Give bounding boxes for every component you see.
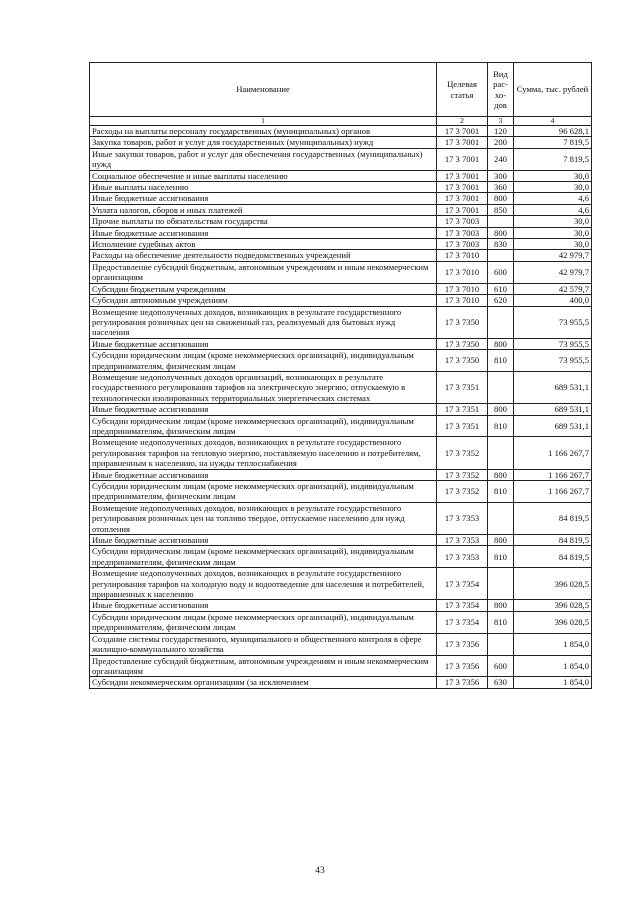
row-sum-cell: 84 819,5 <box>514 546 592 568</box>
row-name-cell: Возмещение недополученных доходов, возникающих в результате государственного регулирования тарифов на тепловую энергию, поставляемую населению и потребителям, приравненным к населению, на нужды теплоснабжения <box>90 437 437 469</box>
row-sum-cell: 689 531,1 <box>514 404 592 415</box>
row-name-cell: Субсидии юридическим лицам (кроме некоммерческих организаций), индивидуальным предпринимателям, физическим лицам <box>90 611 437 633</box>
row-expense-type-cell: 800 <box>488 338 514 349</box>
table-row <box>90 371 592 403</box>
row-name-cell: Исполнение судебных актов <box>90 239 437 250</box>
header-target-article: Целевая статья <box>437 63 488 117</box>
row-name-cell: Расходы на обеспечение деятельности подведомственных учреждений <box>90 250 437 261</box>
table-row <box>90 306 592 338</box>
row-target-article-cell: 17 3 7351 <box>437 415 488 437</box>
row-target-article-cell: 17 3 7001 <box>437 170 488 181</box>
row-expense-type-cell: 810 <box>488 611 514 633</box>
row-name-cell: Социальное обеспечение и иные выплаты населению <box>90 170 437 181</box>
row-sum-cell: 1 854,0 <box>514 677 592 688</box>
header-name: Наименование <box>90 63 437 117</box>
row-target-article-cell: 17 3 7353 <box>437 502 488 534</box>
row-name-cell: Иные бюджетные ассигнования <box>90 227 437 238</box>
table-header <box>90 63 592 126</box>
row-expense-type-cell <box>488 502 514 534</box>
row-sum-cell: 7 819,5 <box>514 148 592 170</box>
row-sum-cell: 42 979,7 <box>514 261 592 283</box>
row-target-article-cell: 17 3 7001 <box>437 137 488 148</box>
table-row <box>90 469 592 480</box>
row-expense-type-cell: 800 <box>488 600 514 611</box>
row-expense-type-cell: 240 <box>488 148 514 170</box>
table-row <box>90 437 592 469</box>
row-name-cell: Прочие выплаты по обязательствам государства <box>90 216 437 227</box>
row-name-cell: Иные выплаты населению <box>90 182 437 193</box>
row-target-article-cell: 17 3 7010 <box>437 250 488 261</box>
row-name-cell: Иные бюджетные ассигнования <box>90 193 437 204</box>
row-target-article-cell: 17 3 7010 <box>437 283 488 294</box>
row-sum-cell: 84 819,5 <box>514 502 592 534</box>
row-expense-type-cell <box>488 250 514 261</box>
row-sum-cell: 1 854,0 <box>514 655 592 677</box>
table-row <box>90 546 592 568</box>
row-expense-type-cell: 800 <box>488 469 514 480</box>
row-target-article-cell: 17 3 7352 <box>437 481 488 503</box>
row-target-article-cell: 17 3 7350 <box>437 306 488 338</box>
row-sum-cell: 30,0 <box>514 182 592 193</box>
row-name-cell: Возмещение недополученных доходов организаций, возникающих в результате государственного регулирования тарифов на электрическую энергию, отпускаемую в технологически изолированных территориальных энергетических системах <box>90 371 437 403</box>
column-number: 3 <box>488 117 514 126</box>
row-sum-cell: 30,0 <box>514 170 592 181</box>
row-expense-type-cell <box>488 633 514 655</box>
row-expense-type-cell: 810 <box>488 546 514 568</box>
table-row <box>90 170 592 181</box>
table-row <box>90 415 592 437</box>
table-row <box>90 216 592 227</box>
row-target-article-cell: 17 3 7001 <box>437 182 488 193</box>
row-name-cell: Иные бюджетные ассигнования <box>90 338 437 349</box>
row-name-cell: Расходы на выплаты персоналу государственных (муниципальных) органов <box>90 126 437 137</box>
table-row <box>90 193 592 204</box>
row-sum-cell: 30,0 <box>514 216 592 227</box>
row-target-article-cell: 17 3 7352 <box>437 469 488 480</box>
row-expense-type-cell: 810 <box>488 350 514 372</box>
table-row <box>90 677 592 688</box>
table-row <box>90 295 592 306</box>
row-expense-type-cell: 120 <box>488 126 514 137</box>
row-name-cell: Создание системы государственного, муниципального и общественного контроля в сфере жилищно-коммунального хозяйства <box>90 633 437 655</box>
row-sum-cell: 396 028,5 <box>514 600 592 611</box>
row-sum-cell: 30,0 <box>514 239 592 250</box>
row-sum-cell: 7 819,5 <box>514 137 592 148</box>
table-row <box>90 350 592 372</box>
row-target-article-cell: 17 3 7353 <box>437 535 488 546</box>
table-row <box>90 148 592 170</box>
row-target-article-cell: 17 3 7353 <box>437 546 488 568</box>
row-name-cell: Субсидии юридическим лицам (кроме некоммерческих организаций), индивидуальным предпринимателям, физическим лицам <box>90 350 437 372</box>
row-sum-cell: 1 166 267,7 <box>514 437 592 469</box>
row-name-cell: Иные бюджетные ассигнования <box>90 600 437 611</box>
table-row <box>90 611 592 633</box>
row-expense-type-cell: 800 <box>488 193 514 204</box>
row-name-cell: Закупка товаров, работ и услуг для государственных (муниципальных) нужд <box>90 137 437 148</box>
row-sum-cell: 96 628,1 <box>514 126 592 137</box>
row-expense-type-cell <box>488 568 514 600</box>
row-sum-cell: 42 579,7 <box>514 283 592 294</box>
row-target-article-cell: 17 3 7356 <box>437 633 488 655</box>
row-sum-cell: 73 955,5 <box>514 350 592 372</box>
row-expense-type-cell: 200 <box>488 137 514 148</box>
row-sum-cell: 73 955,5 <box>514 306 592 338</box>
row-expense-type-cell: 810 <box>488 415 514 437</box>
table-row <box>90 655 592 677</box>
row-target-article-cell: 17 3 7350 <box>437 338 488 349</box>
row-name-cell: Возмещение недополученных доходов, возникающих в результате государственного регулирования розничных цен на сжиженный газ, реализуемый для бытовых нужд населения <box>90 306 437 338</box>
row-name-cell: Субсидии некоммерческим организациям (за исключением <box>90 677 437 688</box>
row-sum-cell: 400,0 <box>514 295 592 306</box>
row-name-cell: Субсидии юридическим лицам (кроме некоммерческих организаций), индивидуальным предпринимателям, физическим лицам <box>90 546 437 568</box>
row-expense-type-cell: 800 <box>488 404 514 415</box>
row-name-cell: Субсидии бюджетным учреждениям <box>90 283 437 294</box>
row-expense-type-cell: 800 <box>488 227 514 238</box>
row-expense-type-cell: 800 <box>488 535 514 546</box>
table-row <box>90 481 592 503</box>
row-target-article-cell: 17 3 7352 <box>437 437 488 469</box>
row-target-article-cell: 17 3 7003 <box>437 216 488 227</box>
row-sum-cell: 396 028,5 <box>514 568 592 600</box>
table-row <box>90 204 592 215</box>
row-target-article-cell: 17 3 7351 <box>437 404 488 415</box>
row-target-article-cell: 17 3 7001 <box>437 204 488 215</box>
table-row <box>90 338 592 349</box>
table-row <box>90 239 592 250</box>
row-target-article-cell: 17 3 7003 <box>437 239 488 250</box>
page-number: 43 <box>315 866 325 876</box>
row-name-cell: Предоставление субсидий бюджетным, автономным учреждениям и иным некоммерческим организациям <box>90 261 437 283</box>
row-expense-type-cell: 620 <box>488 295 514 306</box>
table-row <box>90 633 592 655</box>
column-number-row <box>90 117 592 126</box>
row-name-cell: Субсидии юридическим лицам (кроме некоммерческих организаций), индивидуальным предпринимателям, физическим лицам <box>90 481 437 503</box>
table-row <box>90 404 592 415</box>
row-name-cell: Возмещение недополученных доходов, возникающих в результате государственного регулирования розничных цен на топливо твердое, отпускаемое населению для нужд отопления <box>90 502 437 534</box>
row-expense-type-cell: 600 <box>488 655 514 677</box>
row-sum-cell: 4,6 <box>514 204 592 215</box>
row-sum-cell: 689 531,1 <box>514 415 592 437</box>
row-sum-cell: 42 979,7 <box>514 250 592 261</box>
header-expense-type: Вид рас-хо-дов <box>488 63 514 117</box>
row-name-cell: Субсидии юридическим лицам (кроме некоммерческих организаций), индивидуальным предпринимателям, физическим лицам <box>90 415 437 437</box>
row-target-article-cell: 17 3 7010 <box>437 261 488 283</box>
table-row <box>90 568 592 600</box>
row-sum-cell: 4,6 <box>514 193 592 204</box>
row-target-article-cell: 17 3 7001 <box>437 126 488 137</box>
header-sum: Сумма, тыс. рублей <box>514 63 592 117</box>
row-expense-type-cell: 830 <box>488 239 514 250</box>
row-expense-type-cell: 850 <box>488 204 514 215</box>
row-target-article-cell: 17 3 7354 <box>437 568 488 600</box>
row-expense-type-cell: 610 <box>488 283 514 294</box>
row-sum-cell: 396 028,5 <box>514 611 592 633</box>
column-number: 1 <box>90 117 437 126</box>
row-name-cell: Возмещение недополученных доходов, возникающих в результате государственного регулирования тарифов на холодную воду и водоотведение для населения и потребителей, приравненных к населению <box>90 568 437 600</box>
row-target-article-cell: 17 3 7354 <box>437 611 488 633</box>
row-expense-type-cell: 810 <box>488 481 514 503</box>
table-row <box>90 261 592 283</box>
table-body <box>90 126 592 689</box>
row-target-article-cell: 17 3 7356 <box>437 655 488 677</box>
table-row <box>90 182 592 193</box>
table-row <box>90 502 592 534</box>
row-expense-type-cell: 300 <box>488 170 514 181</box>
table-row <box>90 600 592 611</box>
table-row <box>90 250 592 261</box>
budget-table <box>89 62 592 689</box>
row-sum-cell: 30,0 <box>514 227 592 238</box>
column-number: 4 <box>514 117 592 126</box>
row-expense-type-cell: 360 <box>488 182 514 193</box>
row-expense-type-cell <box>488 216 514 227</box>
row-name-cell: Субсидии автономным учреждениям <box>90 295 437 306</box>
table-row <box>90 137 592 148</box>
row-target-article-cell: 17 3 7003 <box>437 227 488 238</box>
row-target-article-cell: 17 3 7354 <box>437 600 488 611</box>
row-sum-cell: 1 166 267,7 <box>514 481 592 503</box>
row-target-article-cell: 17 3 7001 <box>437 148 488 170</box>
row-name-cell: Предоставление субсидий бюджетным, автономным учреждениям и иным некоммерческим организациям <box>90 655 437 677</box>
table-row <box>90 535 592 546</box>
row-target-article-cell: 17 3 7350 <box>437 350 488 372</box>
row-sum-cell: 84 819,5 <box>514 535 592 546</box>
row-target-article-cell: 17 3 7001 <box>437 193 488 204</box>
table-row <box>90 283 592 294</box>
row-name-cell: Иные бюджетные ассигнования <box>90 535 437 546</box>
row-target-article-cell: 17 3 7351 <box>437 371 488 403</box>
row-target-article-cell: 17 3 7010 <box>437 295 488 306</box>
row-name-cell: Иные бюджетные ассигнования <box>90 404 437 415</box>
column-number: 2 <box>437 117 488 126</box>
row-expense-type-cell <box>488 306 514 338</box>
row-sum-cell: 1 854,0 <box>514 633 592 655</box>
row-expense-type-cell <box>488 371 514 403</box>
row-expense-type-cell: 630 <box>488 677 514 688</box>
row-sum-cell: 73 955,5 <box>514 338 592 349</box>
row-name-cell: Иные закупки товаров, работ и услуг для обеспечения государственных (муниципальных) нужд <box>90 148 437 170</box>
row-sum-cell: 689 531,1 <box>514 371 592 403</box>
row-name-cell: Иные бюджетные ассигнования <box>90 469 437 480</box>
header-row <box>90 63 592 117</box>
table-row <box>90 227 592 238</box>
row-target-article-cell: 17 3 7356 <box>437 677 488 688</box>
row-expense-type-cell <box>488 437 514 469</box>
row-sum-cell: 1 166 267,7 <box>514 469 592 480</box>
row-name-cell: Уплата налогов, сборов и иных платежей <box>90 204 437 215</box>
table-row <box>90 126 592 137</box>
row-expense-type-cell: 600 <box>488 261 514 283</box>
